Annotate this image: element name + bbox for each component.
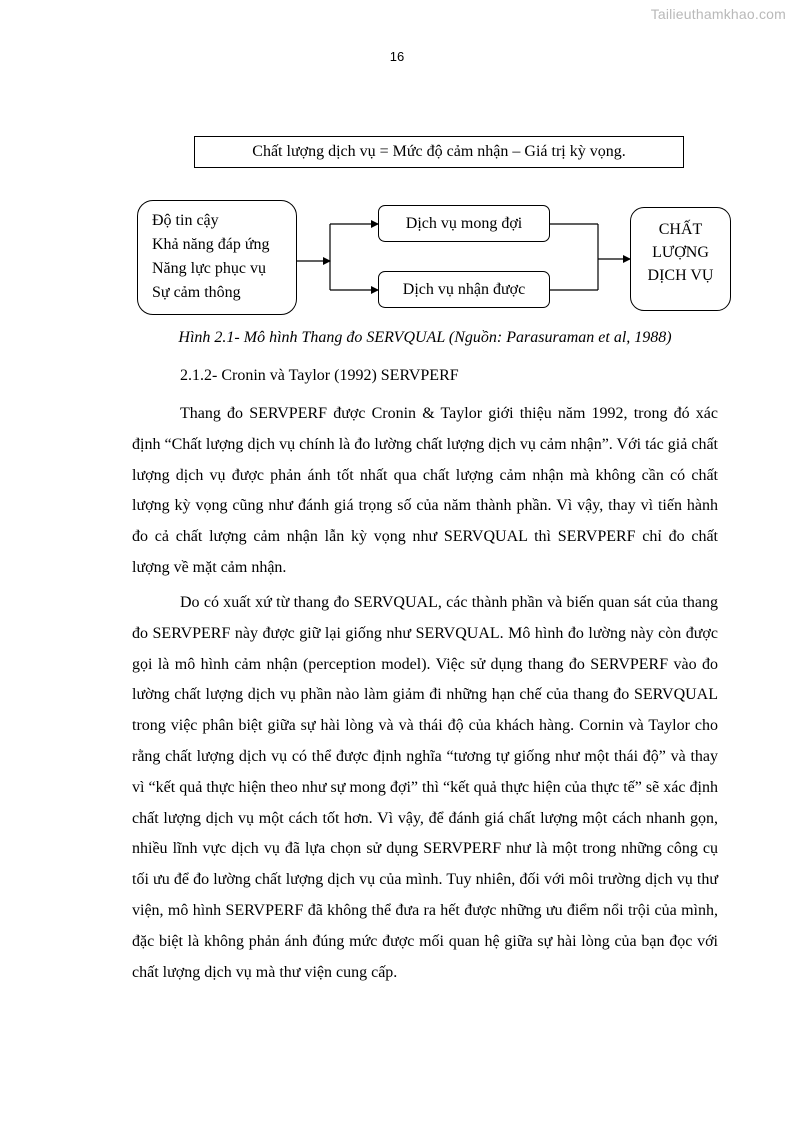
watermark: Tailieuthamkhao.com [650,6,786,22]
dimension-item: Năng lực phục vụ [152,260,266,277]
body-paragraph: Do có xuất xứ từ thang đo SERVQUAL, các thành phần và biến quan sát của thang đo SERVPERF này được giữ lại giống như SERVQUAL. Mô hình đo lường này còn được gọi là mô hình cảm nhận (perception model). Việc sử dụng thang đo SERVPERF vào đo lường chất lượng dịch vụ phần nào làm giảm đi những hạn chế của thang đo SERVQUAL trong việc phân biệt giữa sự hài lòng và và thái độ của khách hàng. Cornin và Taylor cho rằng chất lượng dịch vụ có thể được định nghĩa “tương tự giống như một thái độ” và thay vì “kết quả thực hiện theo như sự mong đợi” thì “kết quả thực hiện của thực tế” sẽ xác định chất lượng dịch vụ một cách tốt hơn. Vì vậy, để đánh giá chất lượng một cách nhanh gọn, nhiều lĩnh vực dịch vụ đã lựa chọn sử dụng SERVPERF như là một trong những công cụ tối ưu để đo lường chất lượng dịch vụ của mình. Tuy nhiên, đối với môi trường dịch vụ thư viện, mô hình SERVPERF đã không thể đưa ra hết được những ưu điểm nổi trội của mình, đặc biệt là không phản ánh đúng mức được mối quan hệ giữa sự hài lòng của bạn đọc với chất lượng dịch vụ mà thư viện cung cấp. [132,594,718,981]
service-quality-box [630,207,731,311]
result-line: DỊCH VỤ [647,267,714,284]
dimension-item: Khả năng đáp ứng [152,236,270,253]
figure-caption: Hình 2.1- Mô hình Thang đo SERVQUAL (Nguồn: Parasuraman et al, 1988) [178,329,672,346]
result-line: CHẤT [658,221,703,238]
body-paragraph: Thang đo SERVPERF được Cronin & Taylor giới thiệu năm 1992, trong đó xác định “Chất lượng dịch vụ chính là đo lường chất lượng dịch vụ cảm nhận”. Với tác giả chất lượng dịch vụ được phản ánh tốt nhất qua chất lượng cảm nhận mà không cần có chất lượng kỳ vọng cũng như đánh giá trọng số của năm thành phần. Vì vậy, thay vì tiến hành đo cả chất lượng cảm nhận lẫn kỳ vọng như SERVQUAL thì SERVPERF chỉ đo chất lượng về mặt cảm nhận. [132,405,718,576]
expected-service-box: Dịch vụ mong đợi [378,205,550,242]
dimension-item: Sự cảm thông [152,284,241,301]
perceived-service-box: Dịch vụ nhận được [378,271,550,308]
result-line: LƯỢNG [652,244,709,261]
page-number: 16 [389,49,405,64]
dimensions-box [137,200,297,315]
formula-box: Chất lượng dịch vụ = Mức độ cảm nhận – Giá trị kỳ vọng. [194,136,684,168]
section-heading: 2.1.2- Cronin và Taylor (1992) SERVPERF [180,367,459,384]
dimension-item: Độ tin cậy [152,212,219,229]
